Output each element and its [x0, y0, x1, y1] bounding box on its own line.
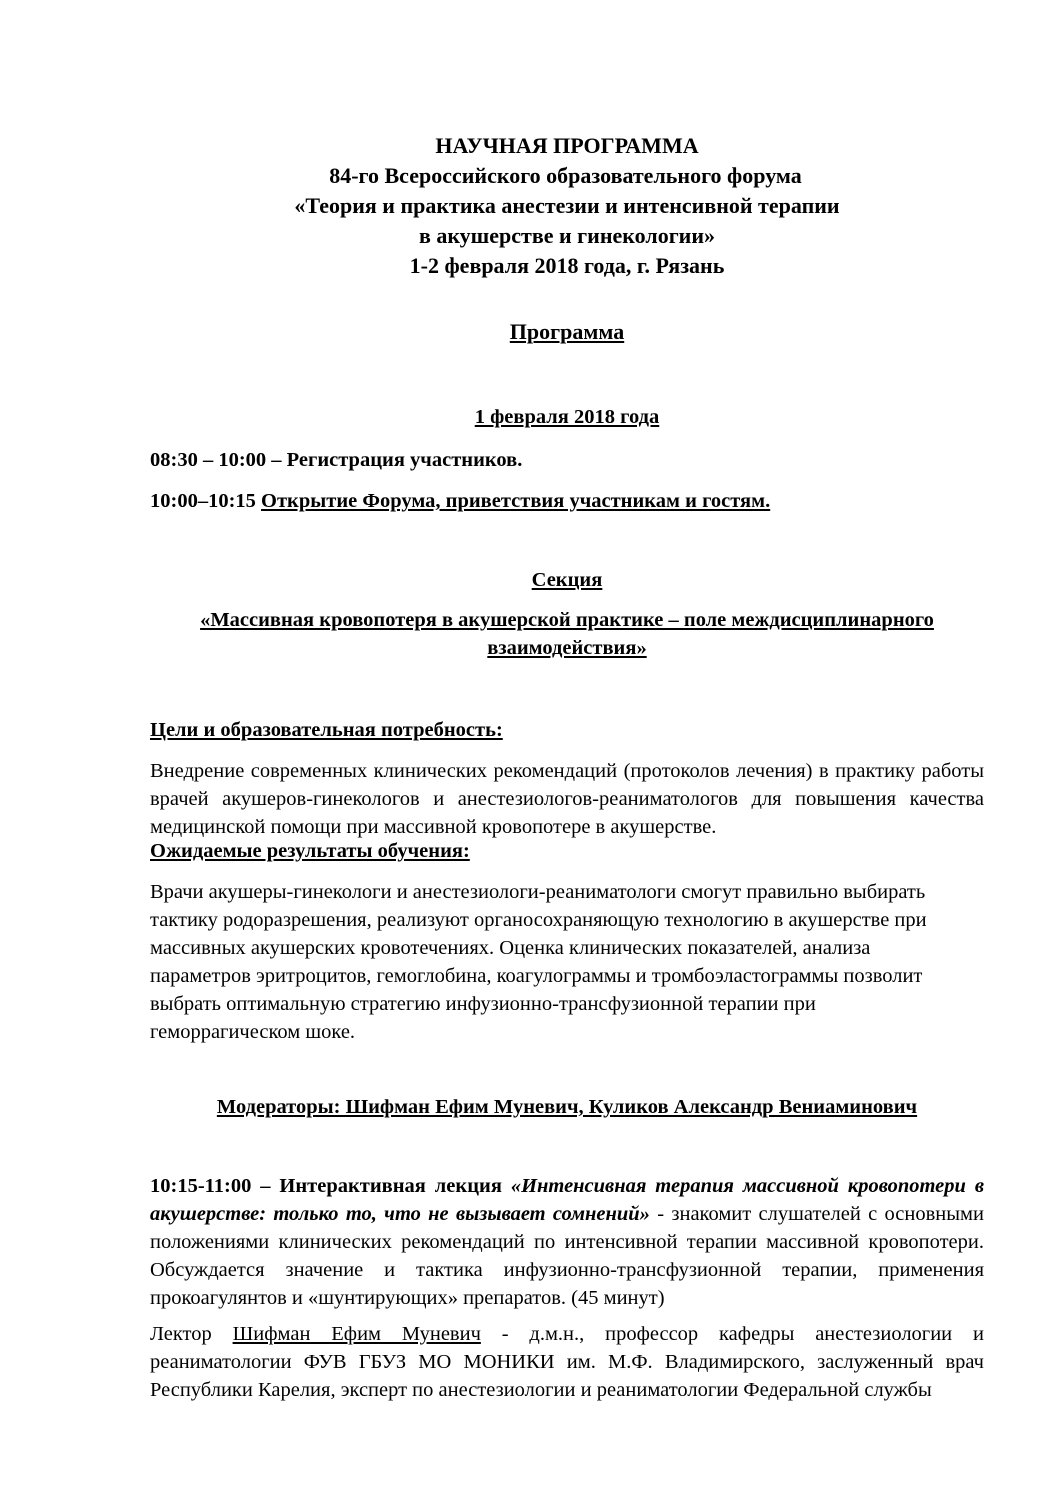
- header-theme-line-2: в акушерстве и гинекологии»: [418, 223, 716, 248]
- results-line: Врачи акушеры-гинекологи и анестезиологи-реаниматологи смогут правильно выбирать: [150, 881, 926, 903]
- section-label: Секция: [531, 569, 603, 591]
- header-date-place: 1-2 февраля 2018 года, г. Рязань: [409, 253, 725, 278]
- goals-heading: Цели и образовательная потребность:: [150, 719, 503, 741]
- lecturer-text: - д.м.н., профессор кафедры анестезиологии и реаниматологии ФУВ ГБУЗ МО МОНИКИ им. М.Ф. Владимирского, заслуженный врач Республики Карелия, эксперт по анестезиологии и реаниматологии Федеральной службы: [150, 1323, 984, 1401]
- header-title: НАУЧНАЯ ПРОГРАММА: [435, 133, 699, 158]
- results-text: [150, 878, 984, 1046]
- lecture-description: - знакомит слушателей с основными положениями клинических рекомендаций по интенсивной терапии массивной кровопотери. Обсуждается значение и тактика инфузионно-трансфузионной терапии, применения прокоагулянтов и «шунтирующих» препаратов. (45 минут): [150, 1203, 984, 1309]
- opening-time: 10:00–10:15: [150, 490, 262, 512]
- lecturer-paragraph: [150, 1320, 984, 1404]
- lecture-paragraph: [150, 1172, 984, 1312]
- header-forum-line: 84-го Всероссийского образовательного форума: [329, 163, 802, 188]
- opening-text: Открытие Форума, приветствия участникам и гостям.: [261, 490, 771, 512]
- lecturer-name: Шифман Ефим Муневич: [232, 1323, 481, 1345]
- moderators-line: Модераторы: Шифман Ефим Муневич, Куликов Александр Вениаминович: [216, 1096, 918, 1118]
- lecture-title: «Интенсивная терапия массивной кровопотери в акушерстве: только то, что не вызывает сомнений»: [150, 1175, 984, 1225]
- lecture-time-title: 10:15-11:00 – Интерактивная лекция: [150, 1175, 511, 1197]
- day-title: 1 февраля 2018 года: [474, 406, 660, 428]
- document-header: [0, 131, 1058, 281]
- header-theme-line: «Теория и практика анестезии и интенсивной терапии: [294, 193, 840, 218]
- results-heading: Ожидаемые результаты обучения:: [150, 840, 470, 862]
- results-line: параметров эритроцитов, гемоглобина, коагулограммы и тромбоэластограммы позволит: [150, 965, 923, 987]
- results-line: тактику родоразрешения, реализуют органосохраняющую технологию в акушерстве при: [150, 909, 927, 931]
- results-line: выбрать оптимальную стратегию инфузионно-трансфузионной терапии при: [150, 993, 816, 1015]
- goals-text: Внедрение современных клинических рекомендаций (протоколов лечения) в практику работы врачей акушеров-гинекологов и анестезиологов-реаниматологов для повышения качества медицинской помощи при массивной кровопотере в акушерстве.: [150, 760, 984, 838]
- schedule-registration: 08:30 – 10:00 – Регистрация участников.: [150, 449, 523, 471]
- results-line: массивных акушерских кровотечениях. Оценка клинических показателей, анализа: [150, 937, 871, 959]
- program-title: Программа: [509, 319, 625, 344]
- results-line: геморрагическом шоке.: [150, 1021, 356, 1043]
- section-name: «Массивная кровопотеря в акушерской практике – поле междисциплинарного взаимодействия»: [200, 609, 934, 659]
- lecturer-prefix: Лектор: [150, 1323, 233, 1345]
- schedule-opening: [150, 487, 770, 515]
